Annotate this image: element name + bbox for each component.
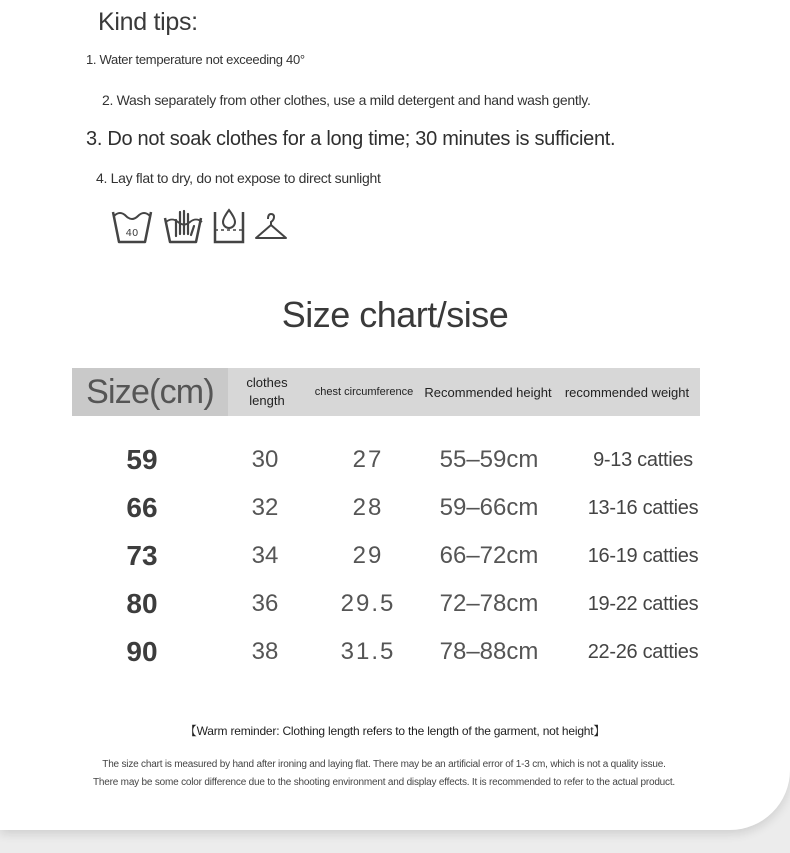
tip-water-temperature: 1. Water temperature not exceeding 40°: [86, 52, 305, 67]
tip-lay-flat: 4. Lay flat to dry, do not expose to direct sunlight: [96, 170, 381, 186]
cell-size: 59: [126, 444, 158, 475]
measurement-note: The size chart is measured by hand after ironing and laying flat. There may be an artificial error of 1-3 cm, which is not a quality issue.: [102, 759, 666, 770]
cell-weight: 19-22 catties: [587, 592, 699, 615]
header-recommended-height: Recommended height: [424, 384, 552, 400]
hang-dry-icon: [254, 206, 288, 246]
tip-wash-separately: 2. Wash separately from other clothes, use a mild detergent and hand wash gently.: [102, 92, 591, 108]
header-chest-circumference: chest circumference: [314, 386, 414, 398]
header-clothes-length: clothes length: [246, 375, 288, 408]
care-icons-row: [110, 206, 288, 248]
table-row: [0, 628, 790, 676]
cell-length: 38: [251, 638, 279, 665]
table-row: [0, 580, 790, 628]
wash-40-icon: [110, 206, 154, 246]
cell-height: 72–78cm: [439, 590, 539, 617]
tip-no-soak: 3. Do not soak clothes for a long time; 30 minutes is sufficient.: [86, 128, 616, 150]
cell-chest: 27: [352, 446, 384, 473]
bleach-water-icon: [212, 206, 246, 246]
table-row: [0, 532, 790, 580]
warm-reminder: 【Warm reminder: Clothing length refers to the length of the garment, not height】: [184, 724, 606, 738]
cell-size: 90: [126, 636, 158, 667]
cell-weight: 16-19 catties: [587, 544, 699, 567]
cell-size: 73: [126, 540, 158, 571]
cell-chest: 29.5: [340, 590, 396, 617]
kind-tips-title: Kind tips:: [98, 8, 198, 36]
cell-size: 80: [126, 588, 158, 619]
hand-wash-icon: [162, 206, 204, 246]
cell-size: 66: [126, 492, 158, 523]
size-chart-title: Size chart/sise: [281, 294, 509, 335]
cell-height: 66–72cm: [439, 542, 539, 569]
header-size: Size(cm): [72, 368, 228, 416]
cell-weight: 22-26 catties: [587, 640, 699, 663]
cell-height: 55–59cm: [439, 446, 539, 473]
table-row: [0, 436, 790, 484]
cell-height: 59–66cm: [439, 494, 539, 521]
cell-chest: 28: [352, 494, 384, 521]
cell-height: 78–88cm: [439, 638, 539, 665]
wash-temp-label: 40: [125, 228, 139, 239]
cell-length: 30: [251, 446, 279, 473]
cell-chest: 29: [352, 542, 384, 569]
cell-weight: 9-13 catties: [593, 448, 693, 471]
cell-weight: 13-16 catties: [587, 496, 699, 519]
cell-length: 32: [251, 494, 279, 521]
color-difference-note: There may be some color difference due to the shooting environment and display effects. It is recommended to refer to the actual product.: [92, 777, 675, 788]
header-recommended-weight: recommended weight: [564, 384, 690, 400]
cell-length: 36: [251, 590, 279, 617]
cell-chest: 31.5: [340, 638, 396, 665]
cell-length: 34: [251, 542, 279, 569]
table-row: [0, 484, 790, 532]
